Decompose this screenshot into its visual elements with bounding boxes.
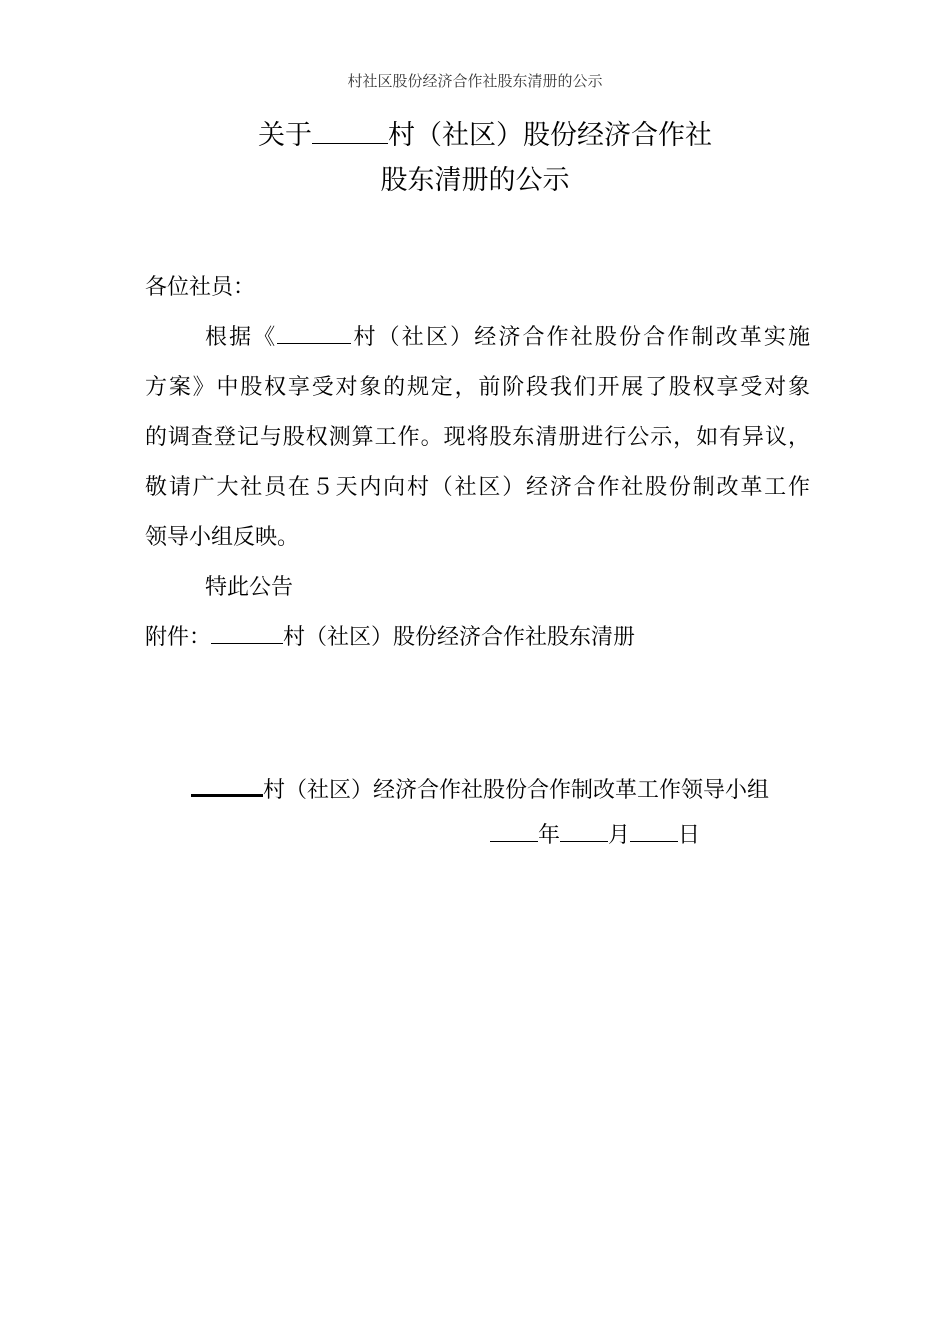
village-name-blank [211,621,283,644]
document-title-line2: 股东清册的公示 [380,165,570,196]
attachment-line [145,620,635,651]
village-name-blank [191,768,263,797]
attachment-label: 附件： [145,625,212,650]
year-blank [490,819,538,842]
paragraph-line1-suffix: 村（社区）经济合作社股份合作制改革实施 [351,325,810,350]
running-header: 村社区股份经济合作社股东清册的公示 [347,72,603,90]
closing-text: 特此公告 [205,575,294,600]
day-label: 日 [678,823,701,848]
paragraph-line1 [145,320,810,351]
signature-org [191,768,769,804]
paragraph-prefix: 根据《 [205,325,278,350]
year-label: 年 [538,823,561,848]
paragraph-line4: 敬请广大社员在５天内向村（社区）经济合作社股份制改革工作 [145,475,810,500]
month-label: 月 [608,823,631,848]
title-prefix: 关于 [258,120,312,151]
paragraph-line2: 方案》中股权享受对象的规定，前阶段我们开展了股权享受对象 [145,375,810,400]
title-suffix: 村（社区）股份经济合作社 [388,120,712,151]
salutation: 各位社员： [145,275,256,300]
month-blank [560,819,608,842]
signature-date [490,818,700,849]
signature-org-name: 村（社区）经济合作社股份合作制改革工作领导小组 [263,778,770,803]
paragraph-line5: 领导小组反映。 [145,525,300,550]
document-body [145,0,810,1344]
attachment-title: 村（社区）股份经济合作社股东清册 [283,625,636,650]
day-blank [630,819,678,842]
paragraph-line3: 的调查登记与股权测算工作。现将股东清册进行公示，如有异议， [145,425,810,450]
village-name-blank [277,321,351,344]
